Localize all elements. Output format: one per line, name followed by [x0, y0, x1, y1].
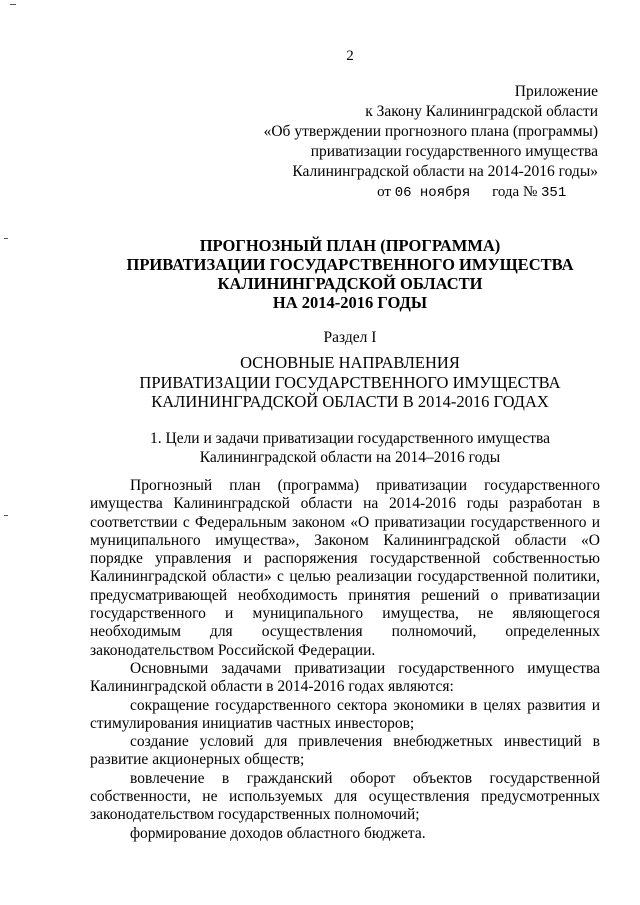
scan-edge-mark	[10, 4, 16, 5]
law-number: 351	[541, 185, 567, 201]
document-title	[90, 236, 610, 312]
subsection-line: 1. Цели и задачи приватизации государственного имущества	[150, 430, 550, 447]
scan-edge-mark	[4, 238, 8, 239]
paragraph: сокращение государственного сектора экономики в целях развития и стимулирования инициатив частных инвесторов;	[90, 696, 600, 732]
date-prefix: от	[377, 184, 391, 200]
appendix-line: «Об утверждении прогнозного плана (программы)	[263, 123, 598, 140]
section-label: Раздел I	[323, 329, 377, 346]
appendix-block	[178, 82, 598, 203]
title-line: КАЛИНИНГРАДСКОЙ ОБЛАСТИ	[217, 274, 483, 293]
paragraph: вовлечение в гражданский оборот объектов государственной собственности, не используемых для осуществления предусмотренных законодательством государственных полномочий;	[90, 769, 600, 824]
subsection-line: Калининградской области на 2014–2016 годы	[199, 449, 501, 466]
appendix-line: Приложение	[514, 83, 598, 100]
section-title-line: ПРИВАТИЗАЦИИ ГОСУДАРСТВЕННОГО ИМУЩЕСТВА	[139, 372, 561, 392]
appendix-line: к Закону Калининградской области	[365, 103, 598, 120]
appendix-date-line	[178, 182, 598, 203]
body-text	[90, 477, 600, 843]
title-line: ПРОГНОЗНЫЙ ПЛАН (ПРОГРАММА)	[199, 236, 501, 255]
section-title	[90, 353, 610, 412]
section-title-line: ОСНОВНЫЕ НАПРАВЛЕНИЯ	[240, 353, 460, 372]
paragraph: Прогнозный план (программа) приватизации государственного имущества Калининградской области на 2014-2016 годы разработан в соответствии с Федеральным законом «О приватизации государственного и муниципального имущества», Законом Калининградской области «О порядке управления и распоряжения государственной собственностью Калининградской области» с целью реализации государственной политики, предусматривающей необходимость принятия решений о приватизации государственного и муниципального имущества, не являющегося необходимым для осуществления полномочий, определенных законодательством Российской Федерации.	[90, 477, 600, 659]
paragraph: создание условий для привлечения внебюджетных инвестиций в развитие акционерных обществ;	[90, 733, 600, 769]
date-value: 06 ноября	[394, 185, 471, 201]
page-number: 2	[346, 48, 354, 64]
subsection-heading	[90, 429, 610, 467]
section-title-line: КАЛИНИНГРАДСКОЙ ОБЛАСТИ В 2014-2016 ГОДАХ	[151, 392, 549, 411]
paragraph: Основными задачами приватизации государственного имущества Калининградской области в 2014-2016 годах являются:	[90, 659, 600, 696]
year-label: года №	[492, 184, 538, 200]
paragraph: формирование доходов областного бюджета.	[130, 824, 426, 842]
title-line: ПРИВАТИЗАЦИИ ГОСУДАРСТВЕННОГО ИМУЩЕСТВА	[126, 255, 574, 274]
appendix-line: приватизации государственного имущества	[310, 143, 598, 160]
title-line: НА 2014-2016 ГОДЫ	[272, 293, 428, 312]
appendix-line: Калининградской области на 2014-2016 годы»	[292, 163, 598, 180]
scan-edge-mark	[4, 515, 8, 516]
